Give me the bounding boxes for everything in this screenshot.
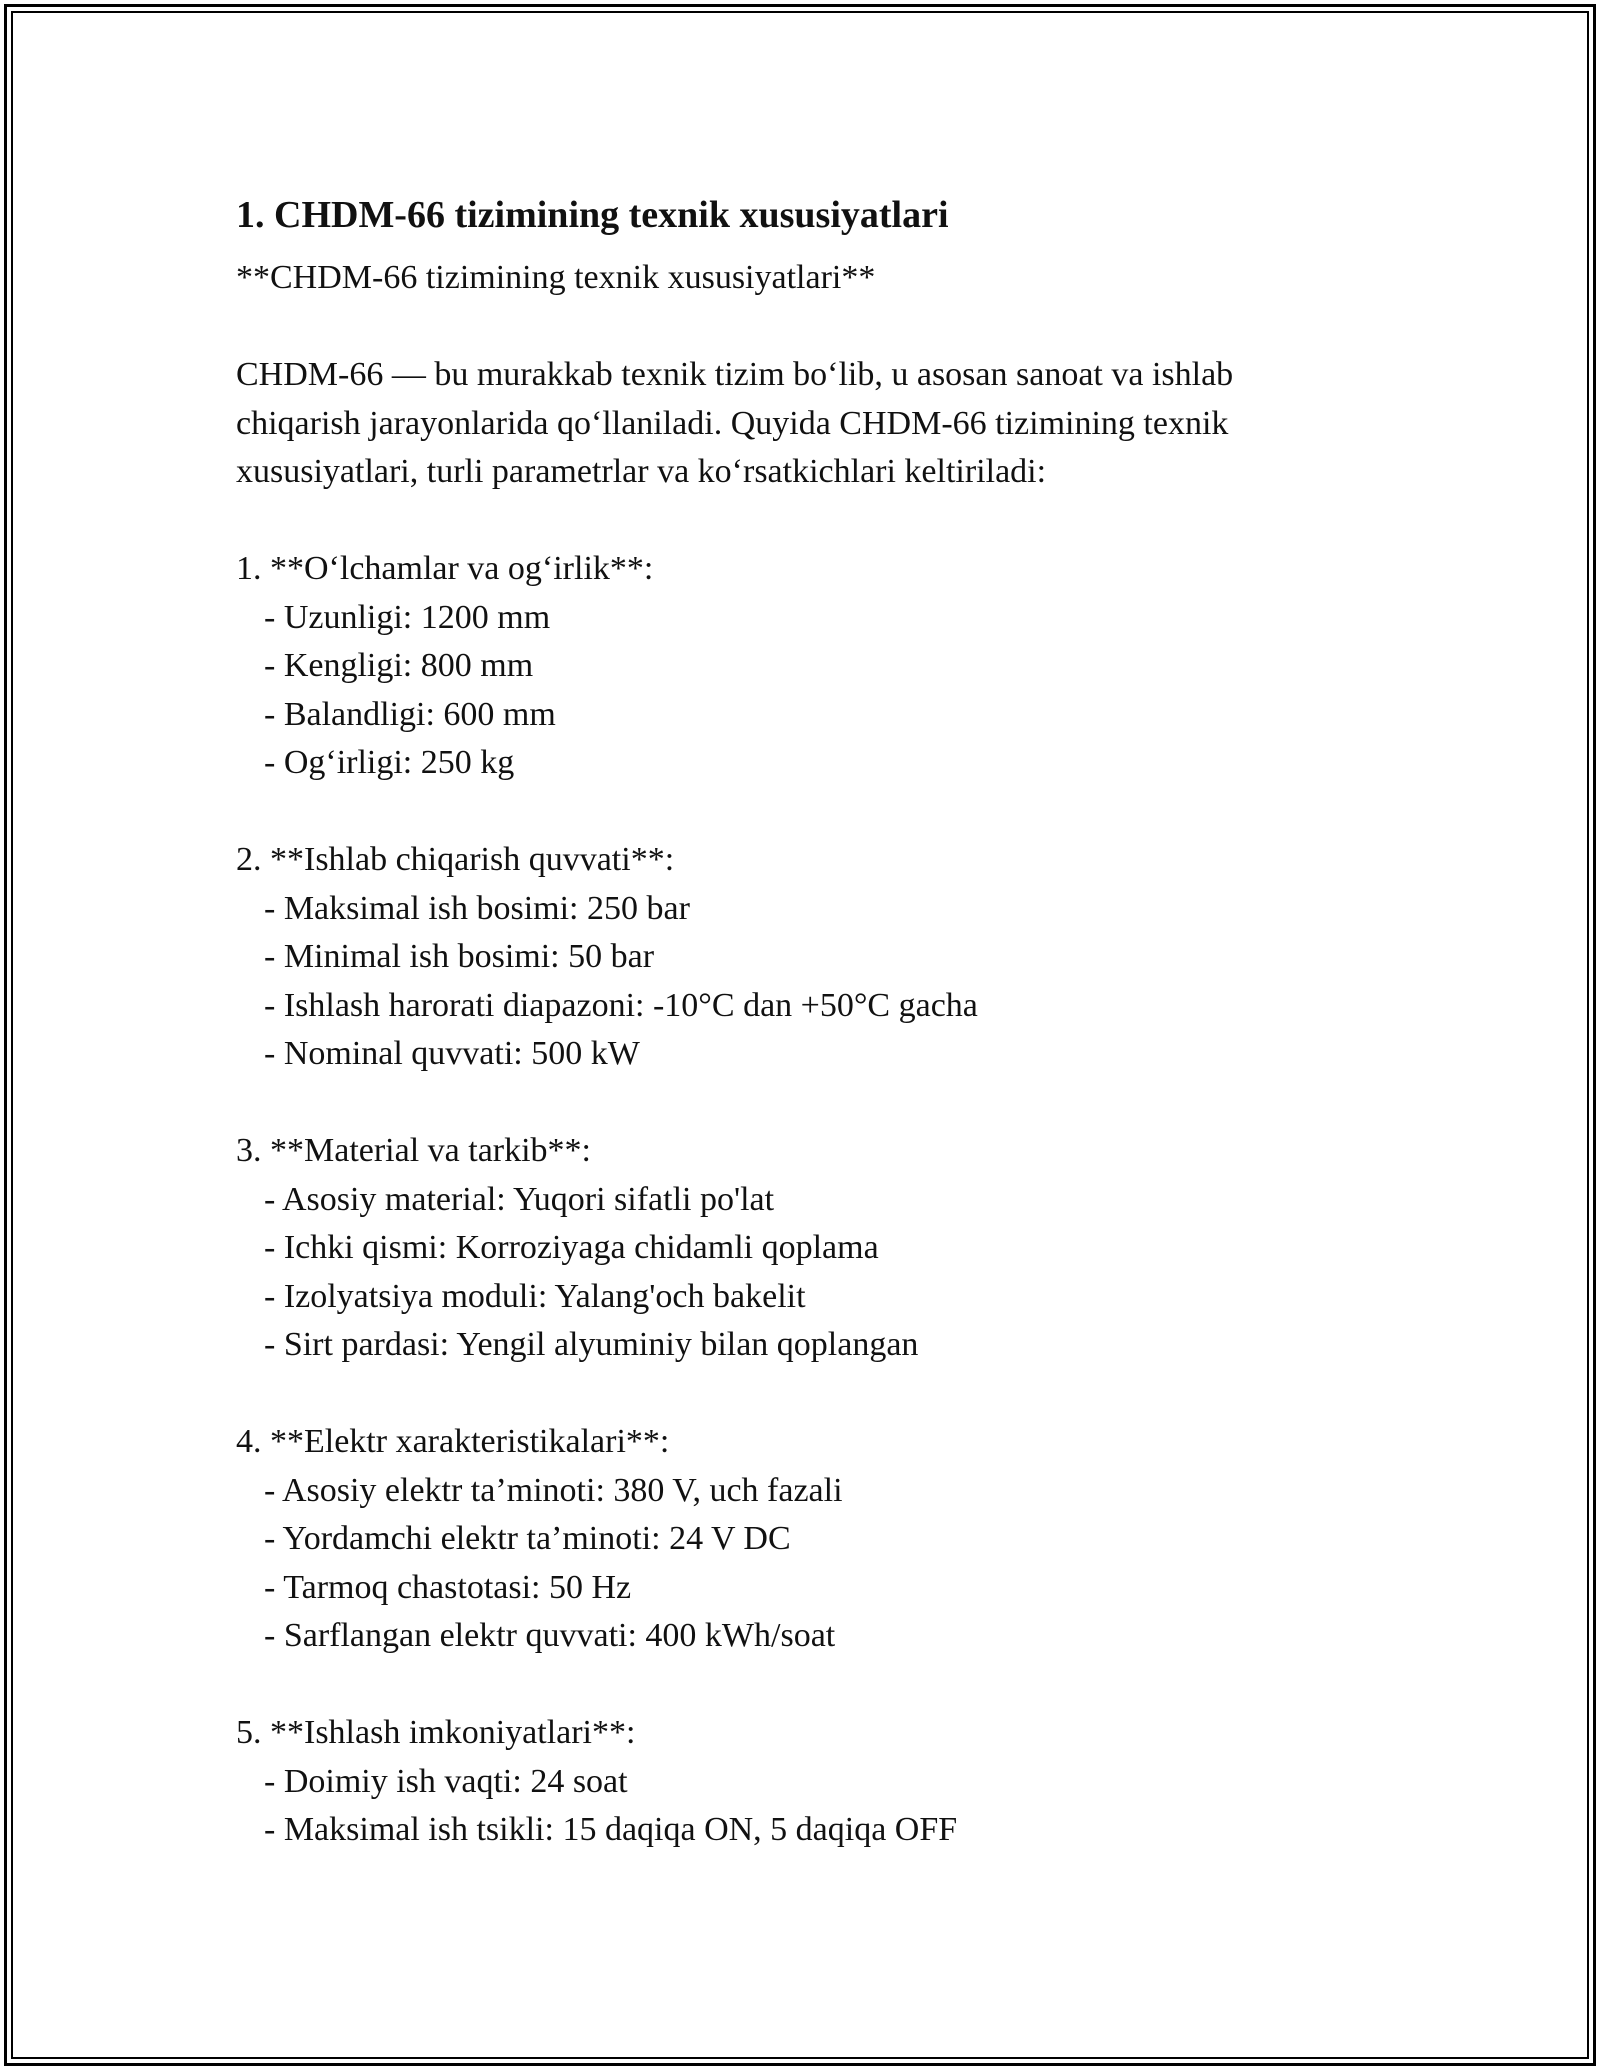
section-operation [236,1709,1376,1855]
list-item: - Izolyatsiya moduli: Yalang'och bakelit [264,1277,806,1315]
list-item: - Ishlash harorati diapazoni: -10°C dan +50°C gacha [264,986,978,1024]
list-item: - Asosiy elektr ta’minoti: 380 V, uch fazali [264,1471,843,1509]
document-subtitle: **CHDM-66 tizimining texnik xususiyatlari** [236,259,876,296]
list-item: - Og‘irligi: 250 kg [264,744,515,781]
intro-line: CHDM-66 — bu murakkab texnik tizim bo‘lib, u asosan sanoat va ishlab [236,356,1234,393]
list-item: - Nominal quvvati: 500 kW [264,1035,640,1072]
list-item: - Sirt pardasi: Yengil alyuminiy bilan qoplangan [264,1326,919,1363]
list-item: - Tarmoq chastotasi: 50 Hz [264,1568,632,1606]
section-heading: 4. **Elektr xarakteristikalari**: [236,1423,670,1460]
section-heading: 3. **Material va tarkib**: [236,1132,592,1169]
list-item: - Ichki qismi: Korroziyaga chidamli qoplama [264,1229,879,1266]
section-electrical [236,1418,1376,1661]
list-item: - Doimiy ish vaqti: 24 soat [264,1762,628,1800]
intro-line: xususiyatlari, turli parametrlar va ko‘rsatkichlari keltiriladi: [236,453,1047,490]
section-production-capacity [236,836,1376,1079]
list-item: - Kengligi: 800 mm [264,647,534,684]
list-item: - Uzunligi: 1200 mm [264,598,551,636]
list-item: - Minimal ish bosimi: 50 bar [264,938,655,975]
section-material [236,1127,1376,1370]
list-item: - Sarflangan elektr quvvati: 400 kWh/soat [264,1617,836,1654]
document-body [236,188,1376,1855]
section-heading: 2. **Ishlab chiqarish quvvati**: [236,841,675,878]
list-item: - Maksimal ish bosimi: 250 bar [264,889,690,927]
intro-line: chiqarish jarayonlarida qo‘llaniladi. Quyida CHDM-66 tizimining texnik [236,404,1229,442]
list-item: - Asosiy material: Yuqori sifatli po'lat [264,1180,775,1218]
section-dimensions [236,545,1376,788]
list-item: - Yordamchi elektr ta’minoti: 24 V DC [264,1520,791,1557]
document-title: 1. CHDM-66 tizimining texnik xususiyatlari [236,194,949,236]
list-item: - Maksimal ish tsikli: 15 daqiqa ON, 5 daqiqa OFF [264,1811,958,1848]
list-item: - Balandligi: 600 mm [264,695,556,733]
intro-paragraph [236,351,1376,497]
section-heading: 5. **Ishlash imkoniyatlari**: [236,1714,636,1751]
section-heading: 1. **O‘lchamlar va og‘irlik**: [236,550,654,587]
